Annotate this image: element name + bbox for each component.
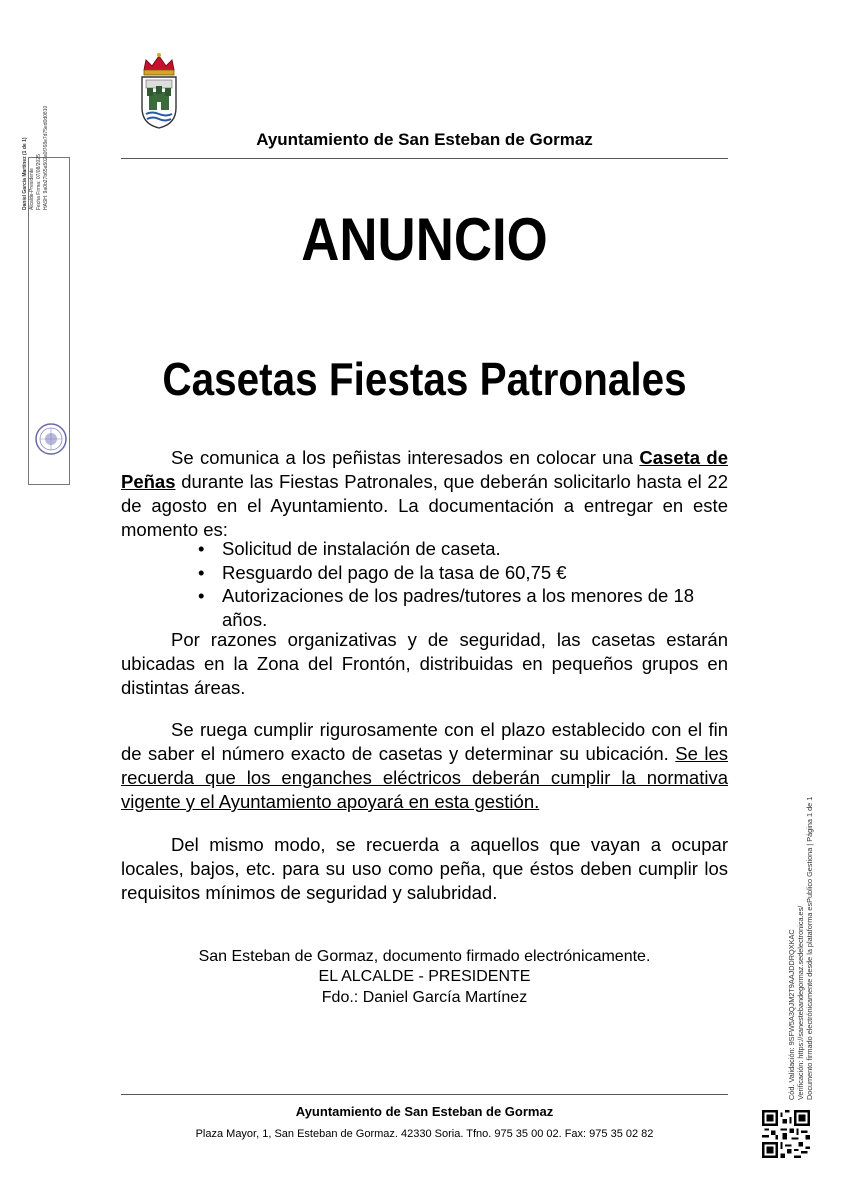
validation-platform: Documento firmado electrónicamente desde la plataforma esPublico Gestiona | Página 1 de 1 xyxy=(805,796,814,1100)
caseta-de-penas-emphasis: Caseta de Peñas xyxy=(121,447,728,492)
paragraph-deadline xyxy=(121,718,728,814)
stamp-date: Fecha Firma: 07/08/2025 xyxy=(36,154,42,210)
page-title: ANUNCIO xyxy=(301,206,548,273)
paragraph-location: Por razones organizativas y de seguridad, las casetas estarán ubicadas en la Zona del Frontón, distribuidas en pequeños grupos en distintas áreas. xyxy=(121,629,728,698)
round-seal-icon xyxy=(34,422,68,456)
header-divider xyxy=(121,158,728,159)
validation-code: Cód. Validación: 9SFW5A3QJM2T9AAJDDRQXKAC xyxy=(787,929,796,1100)
paragraph-premises: Del mismo modo, se recuerda a aquellos que vayan a ocupar locales, bajos, etc. para su uso como peña, que éstos deben cumplir los requisitos mínimos de seguridad y salubridad. xyxy=(121,834,728,903)
list-item: • Solicitud de instalación de caseta. xyxy=(222,537,728,561)
page-subtitle: Casetas Fiestas Patronales xyxy=(162,353,687,405)
coat-of-arms-icon xyxy=(138,50,180,130)
validation-url[interactable]: Verificación: https://sanestebandegormaz.sedelectronica.es/ xyxy=(796,905,805,1100)
validation-text xyxy=(787,740,814,1100)
deadline-text: Se ruega cumplir rigurosamente con el plazo establecido con el fin de saber el número exacto de casetas y determinar su ubicación. xyxy=(121,719,728,764)
footer-org-name: Ayuntamiento de San Esteban de Gormaz xyxy=(295,1104,554,1119)
signature-line-1: San Esteban de Gormaz, documento firmado electrónicamente. xyxy=(198,948,651,965)
paragraph-intro xyxy=(121,446,728,542)
electrical-notice: Se les recuerda que los enganches eléctricos deberán cumplir la normativa vigente y el Ayuntamiento apoyará en esta gestión. xyxy=(121,743,728,812)
signature-stamp-text xyxy=(22,0,62,210)
signature-line-3: Fdo.: Daniel García Martínez xyxy=(321,989,528,1006)
qr-code-icon[interactable] xyxy=(762,1110,810,1158)
stamp-signer: Daniel García Martínez (1 de 1) xyxy=(22,137,28,210)
intro-text-b: durante las Fiestas Patronales, que deberán solicitarlo hasta el 22 de agosto en el Ayuntamiento. La documentación a entregar en este momento es: xyxy=(121,471,728,540)
requirements-list xyxy=(121,537,728,631)
footer-divider xyxy=(121,1094,728,1095)
signature-line-2: EL ALCALDE - PRESIDENTE xyxy=(318,968,531,985)
list-item: • Resguardo del pago de la tasa de 60,75 € xyxy=(222,561,728,585)
intro-text-a: Se comunica a los peñistas interesados en colocar una xyxy=(171,447,640,468)
stamp-hash: HASH: 9a0b27b65a502a0f768e7d75ed0d0810 xyxy=(43,105,49,210)
header-title: Ayuntamiento de San Esteban de Gormaz xyxy=(256,130,593,149)
list-item: • Autorizaciones de los padres/tutores a los menores de 18 años. xyxy=(222,584,728,631)
footer-address: Plaza Mayor, 1, San Esteban de Gormaz. 42330 Soria. Tfno. 975 35 00 02. Fax: 975 35 02 82 xyxy=(195,1128,654,1140)
stamp-role: Alcalde-Presidente xyxy=(29,168,35,210)
